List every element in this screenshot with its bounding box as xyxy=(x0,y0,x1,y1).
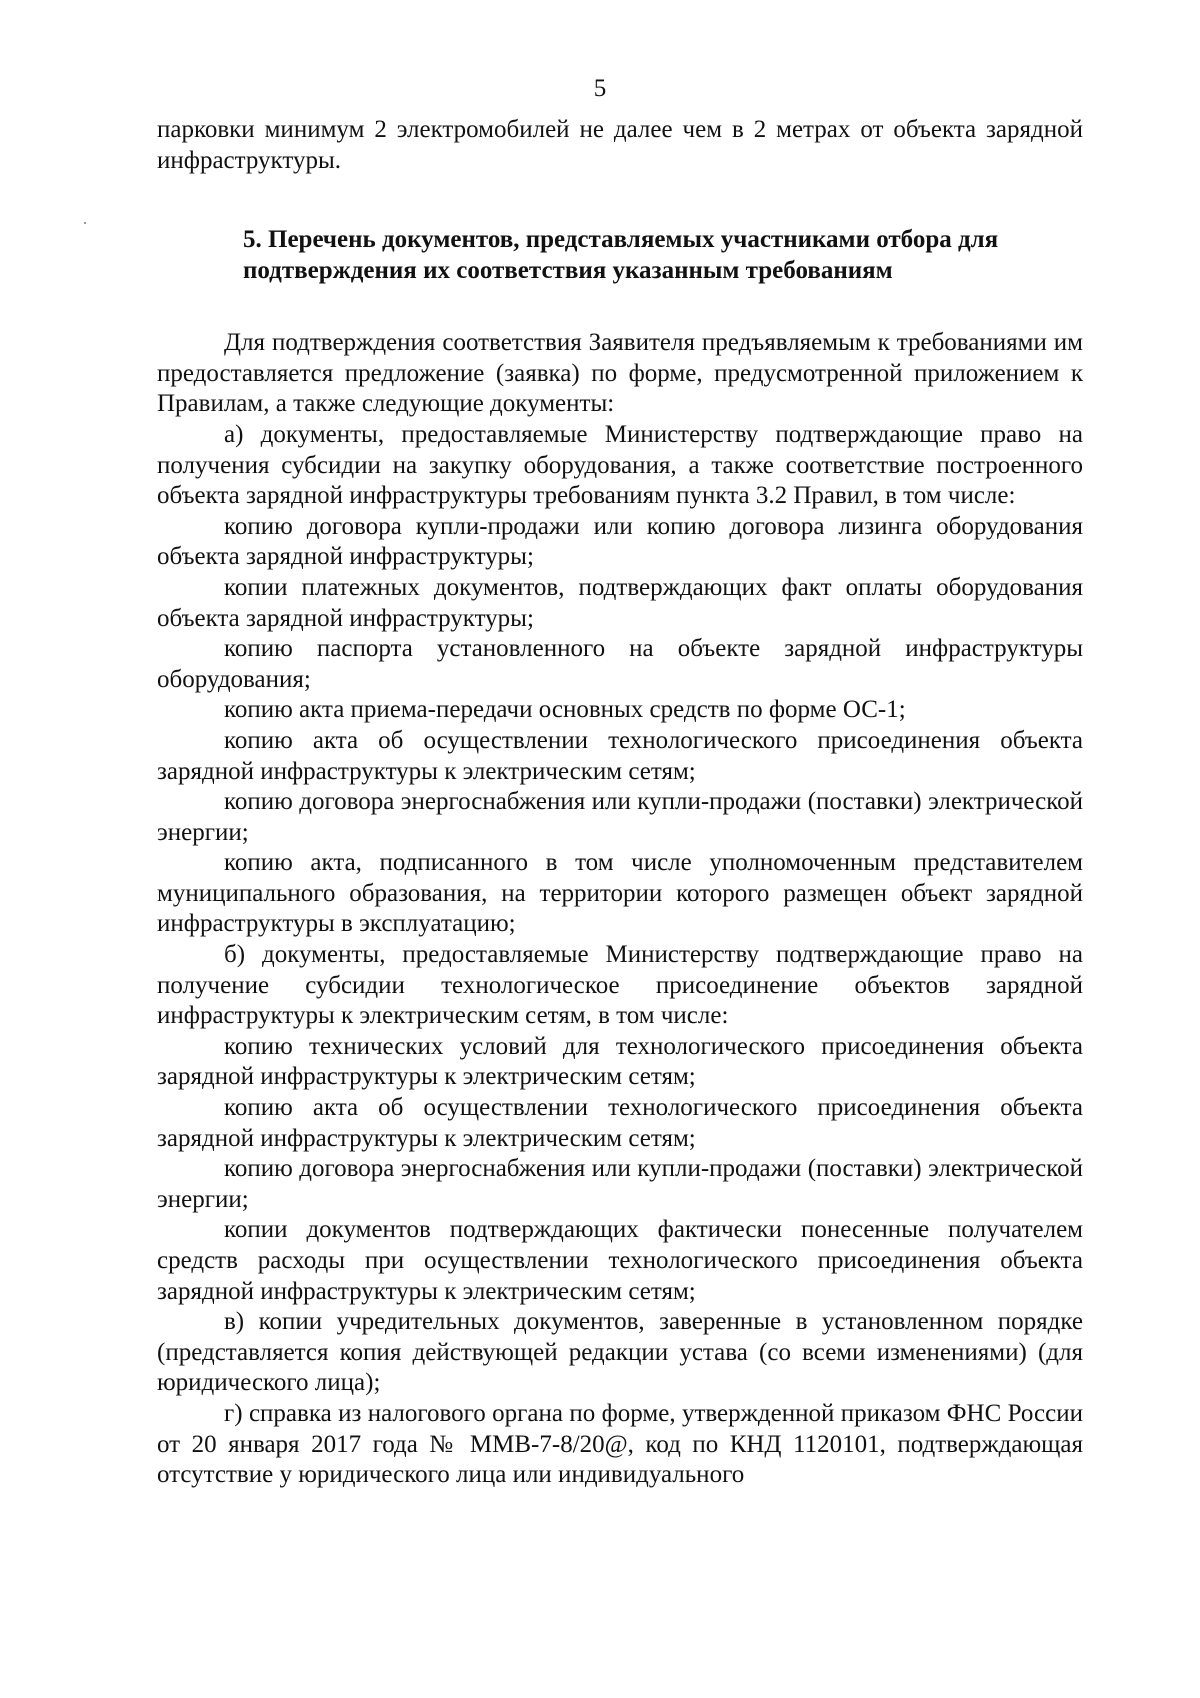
paragraph-a-equipment-passport: копию паспорта установленного на объекте зарядной инфраструктуры оборудования; xyxy=(157,635,1083,693)
paragraph-intro-requirements: Для подтверждения соответствия Заявителя предъявляемым к требованиями им предоставляется предложение (заявка) по форме, предусмотренной приложением к Правилам, а также следующие документы: xyxy=(157,329,1083,418)
section-heading-line-1: 5. Перечень документов, представляемых участниками отбора для xyxy=(243,226,999,254)
paragraph-b-energy-contract: копию договора энергоснабжения или купли-продажи (поставки) электрической энергии; xyxy=(157,1155,1083,1213)
section-heading xyxy=(157,224,1083,286)
section-heading-line-2: подтверждения их соответствия указанным требованиям xyxy=(243,257,893,285)
paragraph-item-a: а) документы, предоставляемые Министерству подтверждающие право на получения субсидии на закупку оборудования, а также соответствие построенного объекта зарядной инфраструктуры требованиям пункта 3.2 Правил, в том числе: xyxy=(157,420,1083,510)
paragraph-a-energy-contract: копию договора энергоснабжения или купли-продажи (поставки) электрической энергии; xyxy=(157,788,1083,846)
page-number: 5 xyxy=(593,75,607,102)
paragraph-b-connection-act: копию акта об осуществлении технологического присоединения объекта зарядной инфраструктуры к электрическим сетям; xyxy=(157,1094,1083,1152)
document-body xyxy=(157,115,1083,1491)
paragraph-item-v: в) копии учредительных документов, заверенные в установленном порядке (представляется копия действующей редакции устава (со всеми изменениями) (для юридического лица); xyxy=(157,1308,1083,1397)
paragraph-a-commissioning-act: копию акта, подписанного в том числе уполномоченным представителем муниципального образования, на территории которого размещен объект зарядной инфраструктуры в эксплуатацию; xyxy=(157,849,1083,938)
paragraph-b-technical-conditions: копию технических условий для технологического присоединения объекта зарядной инфраструктуры к электрическим сетям; xyxy=(157,1032,1083,1091)
paragraph-a-transfer-act: копию акта приема-передачи основных средств по форме ОС-1; xyxy=(224,696,906,724)
paragraph-item-b: б) документы, предоставляемые Министерству подтверждающие право на получение субсидии технологическое присоединение объектов зарядной инфраструктуры к электрическим сетям, в том числе: xyxy=(157,941,1083,1030)
paragraph-a-payment-docs: копии платежных документов, подтверждающих факт оплаты оборудования объекта зарядной инфраструктуры; xyxy=(157,573,1083,632)
intro-paragraph: парковки минимум 2 электромобилей не далее чем в 2 метрах от объекта зарядной инфраструктуры. xyxy=(157,116,1083,174)
scan-artifact-dot xyxy=(84,222,86,224)
paragraph-a-connection-act: копию акта об осуществлении технологического присоединения объекта зарядной инфраструктуры к электрическим сетям; xyxy=(157,726,1083,785)
paragraph-item-g: г) справка из налогового органа по форме, утвержденной приказом ФНС России от 20 января 2017 года № ММВ-7-8/20@, код по КНД 1120101, подтверждающая отсутствие у юридического лица или индивидуального xyxy=(157,1399,1083,1489)
paragraph-b-expense-docs: копии документов подтверждающих фактически понесенные получателем средств расходы при осуществлении технологического присоединения объекта зарядной инфраструктуры к электрическим сетям; xyxy=(157,1216,1083,1305)
paragraph-a-purchase-contract: копию договора купли-продажи или копию договора лизинга оборудования объекта зарядной инфраструктуры; xyxy=(157,512,1083,571)
